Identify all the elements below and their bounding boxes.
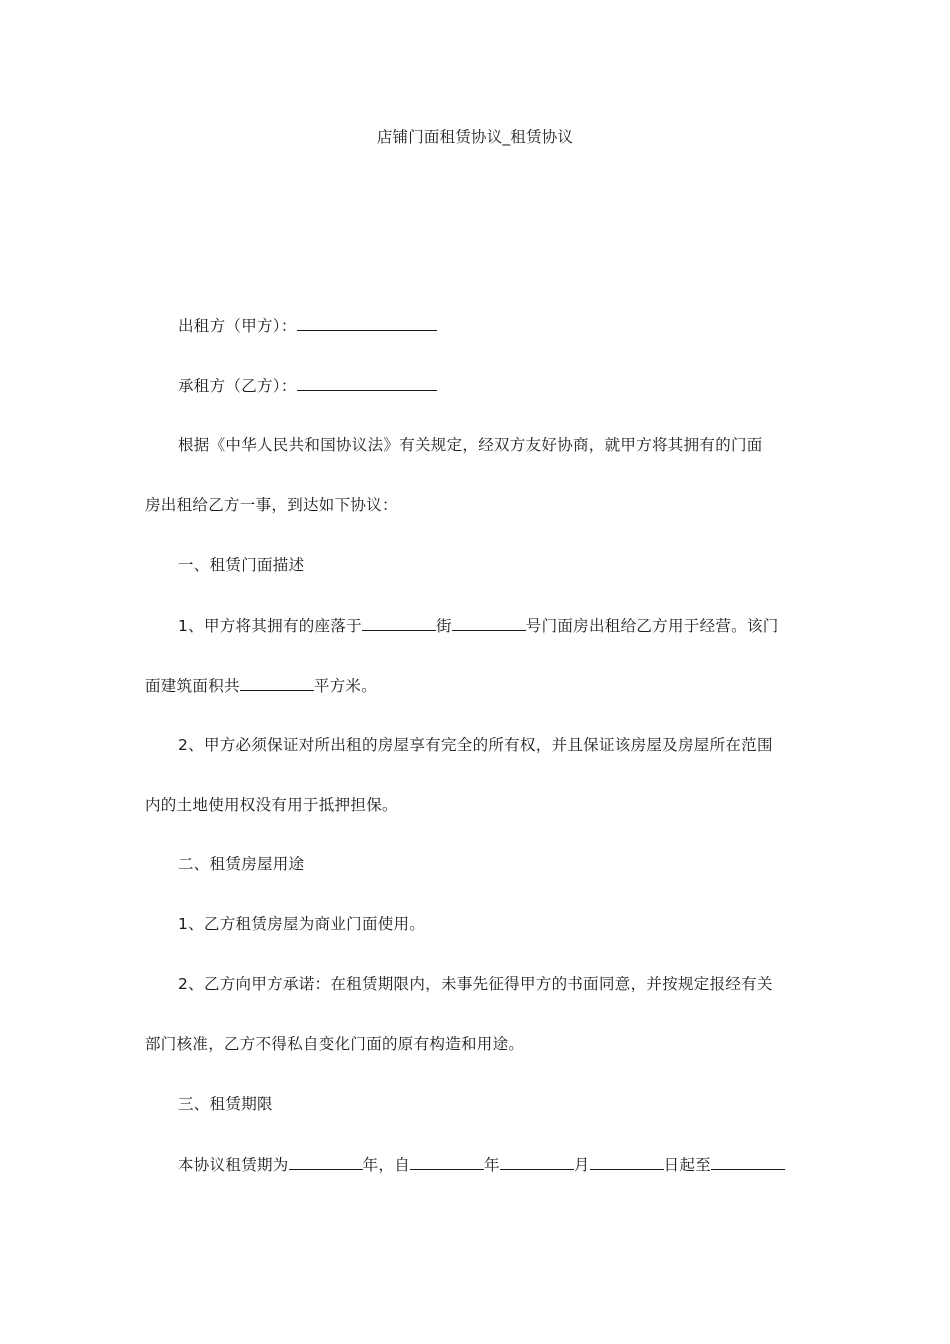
item-1-text-b: 街 bbox=[435, 617, 452, 635]
section-3-term-line bbox=[178, 1153, 785, 1176]
lessor-label: 出租方（甲方）： bbox=[178, 317, 297, 335]
section-2-item-1: 1、乙方租赁房屋为商业门面使用。 bbox=[178, 915, 426, 933]
house-number-blank[interactable] bbox=[452, 614, 526, 631]
section-2-item-2-line-2: 部门核准，乙方不得私自变化门面的原有构造和用途。 bbox=[145, 1035, 525, 1053]
end-date-blank[interactable] bbox=[711, 1153, 785, 1170]
start-month-blank[interactable] bbox=[500, 1153, 574, 1170]
term-text-a: 本协议租赁期为 bbox=[178, 1156, 289, 1174]
lessor-line bbox=[178, 314, 437, 337]
section-1-item-2-line-2: 内的土地使用权没有用于抵押担保。 bbox=[145, 796, 398, 814]
item-1-text-c: 号门面房出租给乙方用于经营。该门 bbox=[525, 617, 779, 635]
start-year-blank[interactable] bbox=[410, 1153, 484, 1170]
section-1-item-1-line-2 bbox=[145, 674, 377, 697]
section-2-heading: 二、租赁房屋用途 bbox=[178, 855, 305, 873]
section-1-heading: 一、租赁门面描述 bbox=[178, 556, 305, 574]
term-text-e: 日起至 bbox=[663, 1156, 712, 1174]
document-title: 店铺门面租赁协议_租赁协议 bbox=[376, 128, 574, 146]
item-1-text-a: 1、甲方将其拥有的座落于 bbox=[178, 617, 362, 635]
term-years-blank[interactable] bbox=[289, 1153, 363, 1170]
section-2-item-2-line-1: 2、乙方向甲方承诺：在租赁期限内，未事先征得甲方的书面同意，并按规定报经有关 bbox=[178, 975, 773, 993]
section-1-item-2-line-1: 2、甲方必须保证对所出租的房屋享有完全的所有权，并且保证该房屋及房屋所在范围 bbox=[178, 736, 773, 754]
lessee-name-blank[interactable] bbox=[297, 374, 437, 391]
term-text-d: 月 bbox=[573, 1156, 590, 1174]
intro-line-2: 房出租给乙方一事，到达如下协议： bbox=[145, 496, 398, 514]
lessor-name-blank[interactable] bbox=[297, 314, 437, 331]
section-1-item-1-line-1 bbox=[178, 614, 779, 637]
term-text-b: 年，自 bbox=[362, 1156, 411, 1174]
lessee-line bbox=[178, 374, 437, 397]
start-day-blank[interactable] bbox=[590, 1153, 664, 1170]
item-1-text-e: 平方米。 bbox=[313, 677, 378, 695]
lessee-label: 承租方（乙方）： bbox=[178, 377, 297, 395]
term-text-c: 年 bbox=[484, 1156, 500, 1174]
area-blank[interactable] bbox=[240, 674, 314, 691]
item-1-text-d: 面建筑面积共 bbox=[145, 677, 240, 695]
intro-line-1: 根据《中华人民共和国协议法》有关规定，经双方友好协商，就甲方将其拥有的门面 bbox=[178, 436, 763, 454]
section-3-heading: 三、租赁期限 bbox=[178, 1095, 273, 1113]
street-blank[interactable] bbox=[362, 614, 436, 631]
